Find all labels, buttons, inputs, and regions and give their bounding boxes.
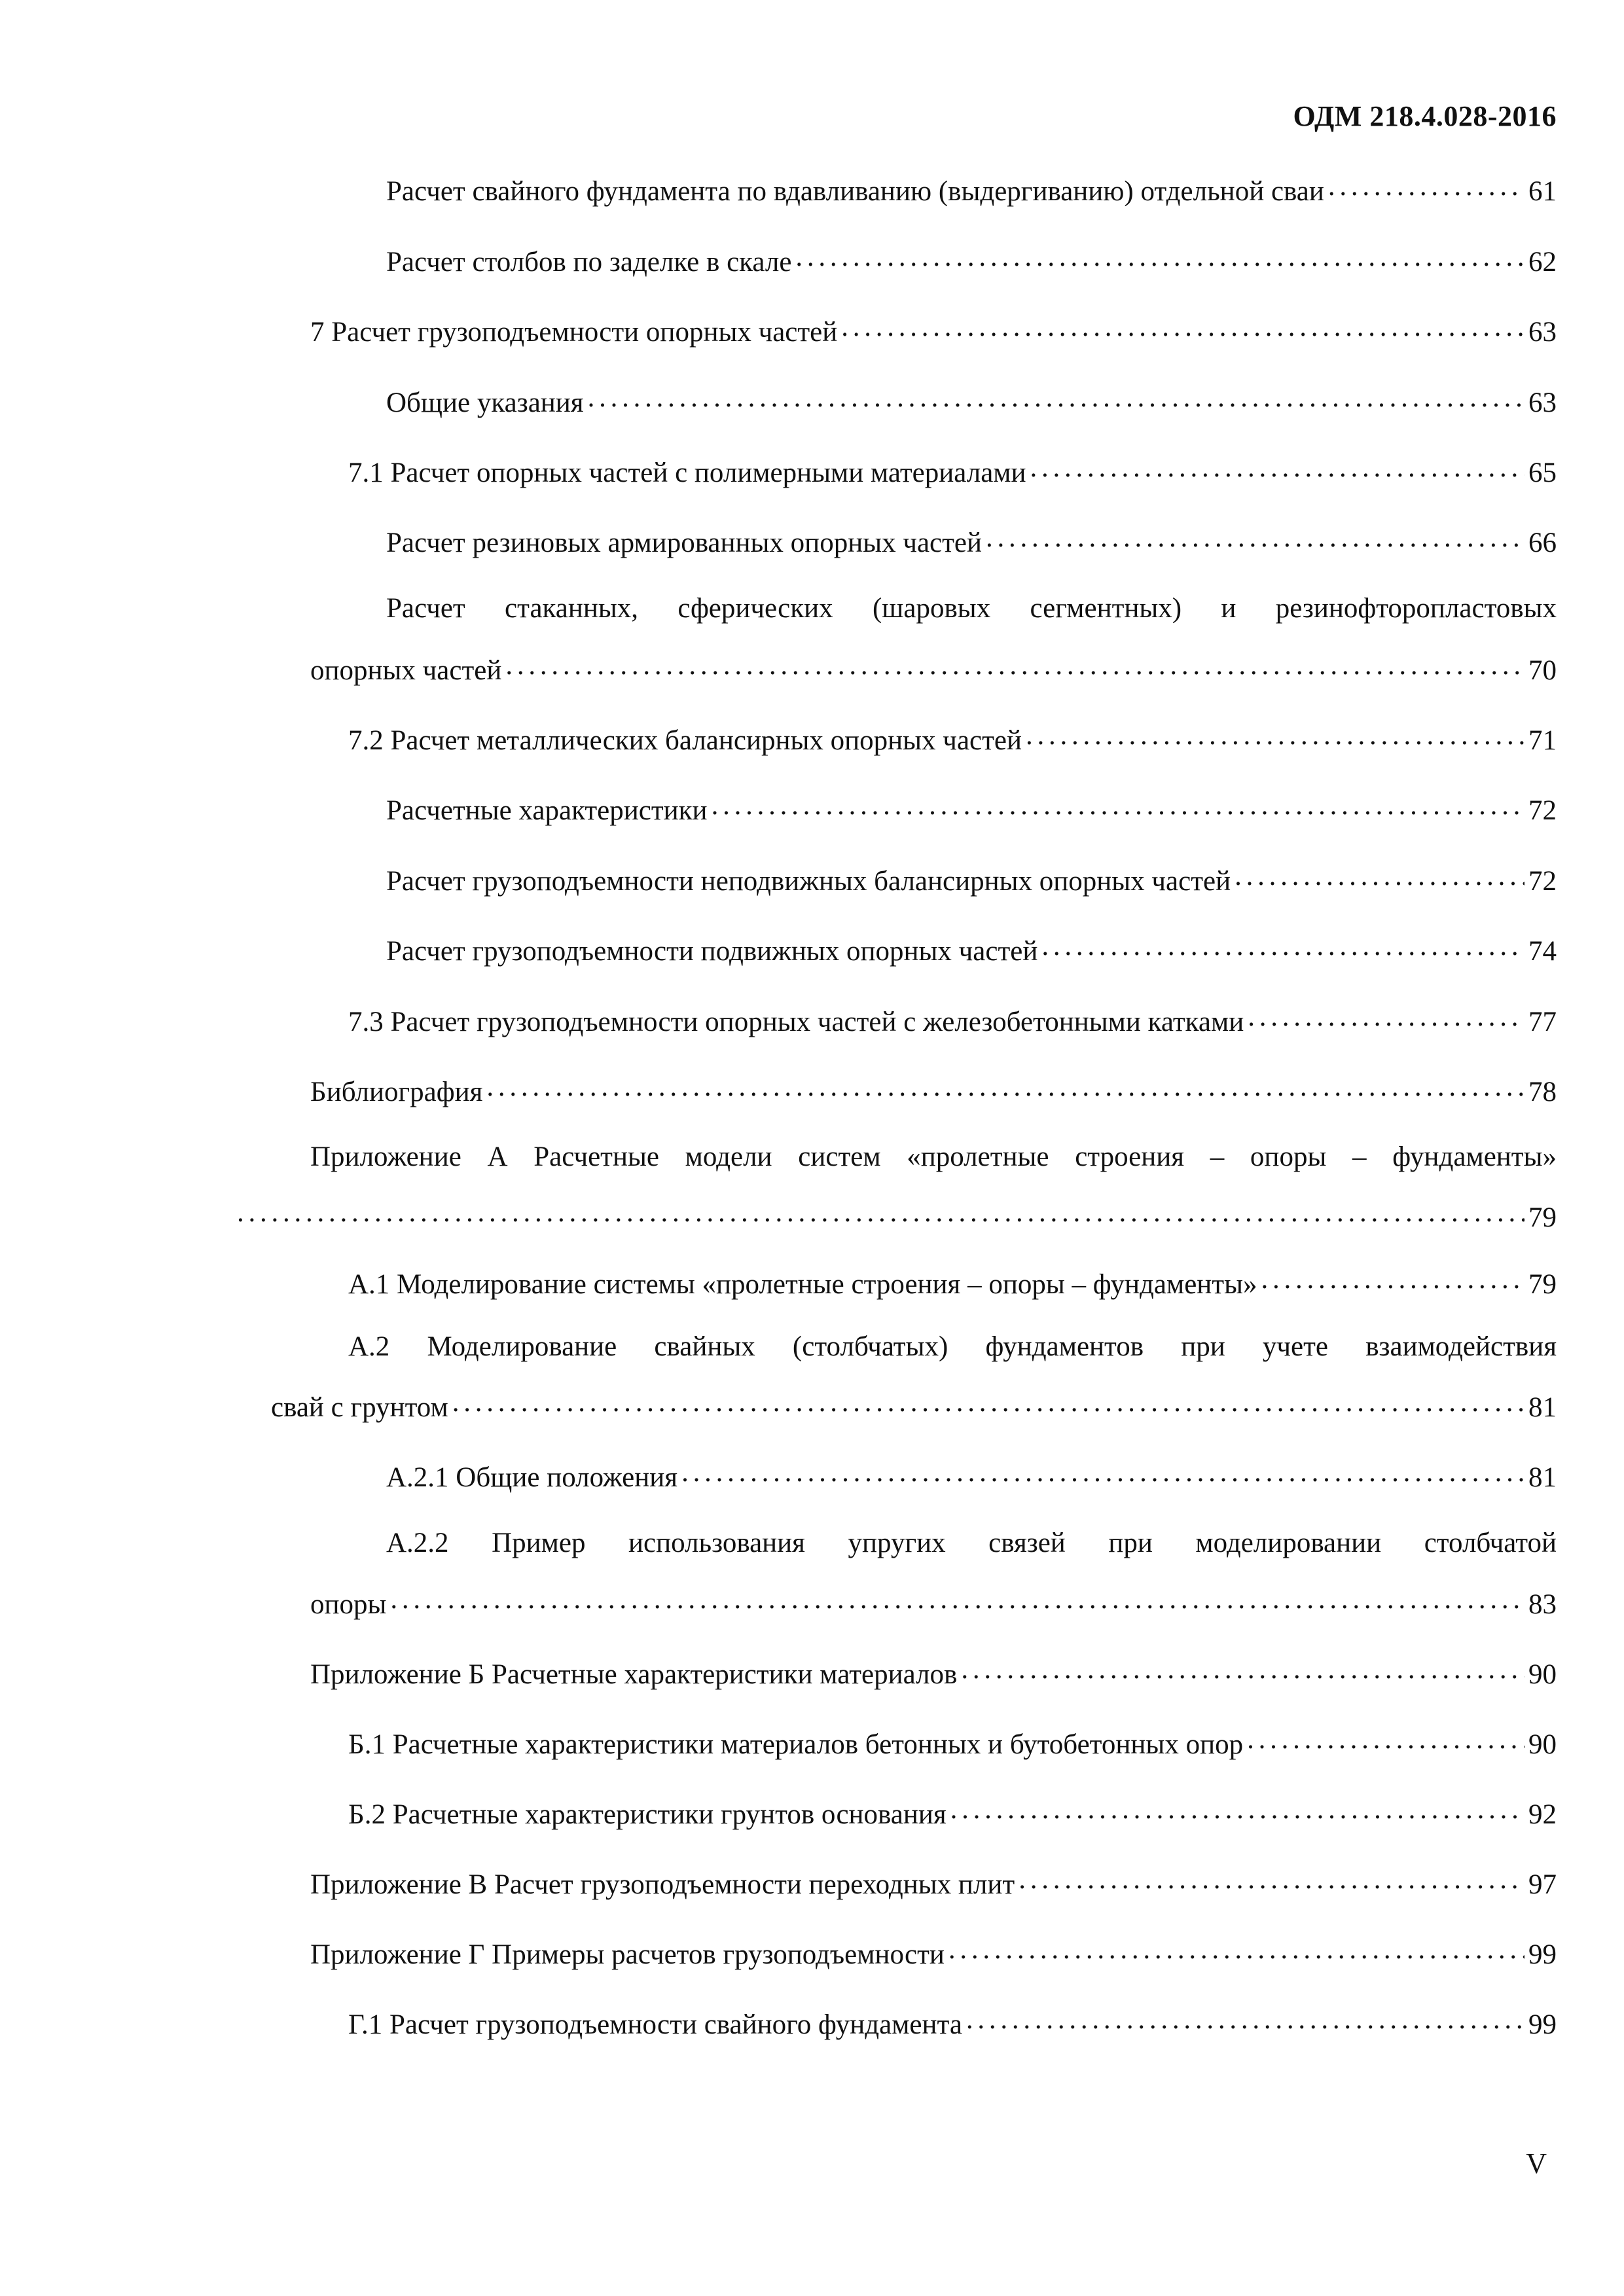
toc-leader-dots: [237, 1198, 1525, 1227]
toc-leader-dots: [390, 1585, 1525, 1613]
toc-entry-page: 71: [1528, 725, 1557, 756]
toc-leader-dots: [986, 524, 1525, 552]
toc-leader-dots: [961, 1655, 1525, 1683]
toc-entry-title: Приложение Б Расчетные характеристики материалов: [310, 1659, 958, 1690]
toc-entry-page: 72: [1528, 866, 1557, 897]
toc-entry[interactable]: [310, 1073, 1557, 1106]
toc-entry-page: 66: [1528, 528, 1557, 558]
page-number: V: [1526, 2147, 1547, 2179]
toc-leader-dots: [505, 651, 1525, 679]
toc-entry-page: 78: [1528, 1077, 1557, 1107]
toc-entry-page: 61: [1528, 176, 1557, 207]
toc-leader-dots: [1030, 454, 1525, 482]
toc-entry[interactable]: [310, 1585, 1557, 1619]
toc-entry-page: 77: [1528, 1007, 1557, 1037]
toc-entry-page: 72: [1528, 795, 1557, 826]
toc-leader-dots: [1019, 1865, 1525, 1893]
toc-entry-title-continued: опоры: [310, 1589, 387, 1620]
toc-entry-title: А.2.2 Пример использования упругих связей при моделировании столбчатой: [386, 1528, 1557, 1558]
toc-entry[interactable]: [386, 243, 1557, 276]
toc-entry-page: 90: [1528, 1729, 1557, 1760]
toc-entry-page: 83: [1528, 1589, 1557, 1620]
toc-entry-title: 7 Расчет грузоподъемности опорных частей: [310, 317, 838, 348]
toc-entry-title: Расчет столбов по заделке в скале: [386, 247, 792, 278]
toc-entry-page: 62: [1528, 247, 1557, 278]
toc-entry-title: Б.1 Расчетные характеристики материалов бетонных и бутобетонных опор: [348, 1729, 1244, 1760]
toc-entry[interactable]: [310, 651, 1557, 685]
toc-entry[interactable]: [348, 1795, 1557, 1829]
toc-leader-dots: [950, 1795, 1525, 1823]
toc-entry[interactable]: [386, 1458, 1557, 1492]
toc-entry-page: 81: [1528, 1462, 1557, 1493]
toc-entry-page: 99: [1528, 1939, 1557, 1970]
toc-entry-title-continued: свай с грунтом: [271, 1392, 448, 1423]
toc-entry-title: Расчет свайного фундамента по вдавливанию (выдергиванию) отдельной сваи: [386, 176, 1324, 207]
toc-entry[interactable]: [386, 172, 1557, 206]
toc-leader-dots: [452, 1388, 1525, 1416]
toc-entry[interactable]: [348, 1265, 1557, 1299]
toc-entry-title: Приложение В Расчет грузоподъемности переходных плит: [310, 1869, 1015, 1900]
toc-leader-dots: [1041, 932, 1525, 960]
toc-entry[interactable]: [386, 524, 1557, 557]
toc-entry-title-continued: опорных частей: [310, 655, 502, 686]
toc-entry-title: Б.2 Расчетные характеристики грунтов основания: [348, 1799, 947, 1830]
toc-entry-first-line[interactable]: [310, 1143, 1557, 1171]
toc-entry[interactable]: [310, 1655, 1557, 1689]
toc-entry-title: А.2 Моделирование свайных (столбчатых) фундаментов при учете взаимодействия: [348, 1331, 1557, 1362]
toc-entry-page: 65: [1528, 457, 1557, 488]
toc-entry-title: Приложение А Расчетные модели систем «пролетные строения – опоры – фундаменты»: [310, 1141, 1557, 1172]
toc-entry-page: 99: [1528, 2009, 1557, 2040]
toc-entry[interactable]: [348, 721, 1557, 755]
toc-entry-first-line[interactable]: [386, 594, 1557, 622]
toc-leader-dots: [948, 1935, 1525, 1964]
toc-entry-title: Расчет стаканных, сферических (шаровых сегментных) и резинофторопластовых: [386, 593, 1557, 624]
toc-entry-page: 90: [1528, 1659, 1557, 1690]
toc-entry[interactable]: [348, 2005, 1557, 2039]
toc-entry-page: 79: [1528, 1269, 1557, 1300]
toc-leader-dots: [1261, 1265, 1525, 1293]
toc-entry-title: Г.1 Расчет грузоподъемности свайного фундамента: [348, 2009, 962, 2040]
toc-entry-page: 92: [1528, 1799, 1557, 1830]
toc-entry-page: 74: [1528, 936, 1557, 967]
toc-entry-title: 7.2 Расчет металлических балансирных опорных частей: [348, 725, 1022, 756]
toc-entry-first-line[interactable]: [386, 1529, 1557, 1557]
toc-entry[interactable]: [386, 862, 1557, 895]
toc-leader-dots: [1247, 1725, 1525, 1753]
toc-entry[interactable]: [386, 384, 1557, 417]
toc-leader-dots: [1248, 1003, 1525, 1031]
toc-entry[interactable]: [348, 454, 1557, 487]
toc-leader-dots: [681, 1458, 1525, 1486]
toc-leader-dots: [712, 791, 1525, 819]
toc-entry-title: А.1 Моделирование системы «пролетные строения – опоры – фундаменты»: [348, 1269, 1257, 1300]
toc-entry[interactable]: [237, 1198, 1557, 1232]
toc-entry[interactable]: [348, 1003, 1557, 1036]
toc-entry-title: 7.1 Расчет опорных частей с полимерными материалами: [348, 457, 1026, 488]
toc-leader-dots: [966, 2005, 1525, 2034]
toc-entry-title: Расчет грузоподъемности неподвижных балансирных опорных частей: [386, 866, 1231, 897]
toc-leader-dots: [1328, 172, 1525, 200]
toc-leader-dots: [588, 384, 1525, 412]
toc-leader-dots: [841, 313, 1525, 341]
toc-entry[interactable]: [386, 932, 1557, 965]
toc-leader-dots: [486, 1073, 1525, 1101]
toc-entry-first-line[interactable]: [348, 1333, 1557, 1361]
toc-entry-page: 63: [1528, 387, 1557, 418]
toc-leader-dots: [795, 243, 1525, 271]
document-code-header: ОДМ 218.4.028-2016: [1293, 100, 1557, 132]
toc-entry-title: 7.3 Расчет грузоподъемности опорных частей с железобетонными катками: [348, 1007, 1244, 1037]
toc-entry[interactable]: [310, 1865, 1557, 1899]
toc-entry-page: 81: [1528, 1392, 1557, 1423]
toc-entry-title: Приложение Г Примеры расчетов грузоподъемности: [310, 1939, 945, 1970]
toc-entry-title: Библиография: [310, 1077, 483, 1107]
toc-entry[interactable]: [310, 313, 1557, 346]
toc-entry-title: А.2.1 Общие положения: [386, 1462, 678, 1493]
toc-entry-page: 79: [1528, 1202, 1557, 1233]
toc-entry-title: Общие указания: [386, 387, 584, 418]
toc-entry-page: 97: [1528, 1869, 1557, 1900]
toc-leader-dots: [1026, 721, 1525, 749]
toc-entry-title: Расчет грузоподъемности подвижных опорных частей: [386, 936, 1038, 967]
toc-entry-page: 63: [1528, 317, 1557, 348]
toc-entry-title: Расчетные характеристики: [386, 795, 708, 826]
toc-entry[interactable]: [386, 791, 1557, 825]
toc-entry-page: 70: [1528, 655, 1557, 686]
toc-entry[interactable]: [310, 1935, 1557, 1969]
toc-entry[interactable]: [271, 1388, 1557, 1422]
toc-leader-dots: [1235, 862, 1525, 890]
toc-entry-title: Расчет резиновых армированных опорных частей: [386, 528, 983, 558]
toc-entry[interactable]: [348, 1725, 1557, 1759]
